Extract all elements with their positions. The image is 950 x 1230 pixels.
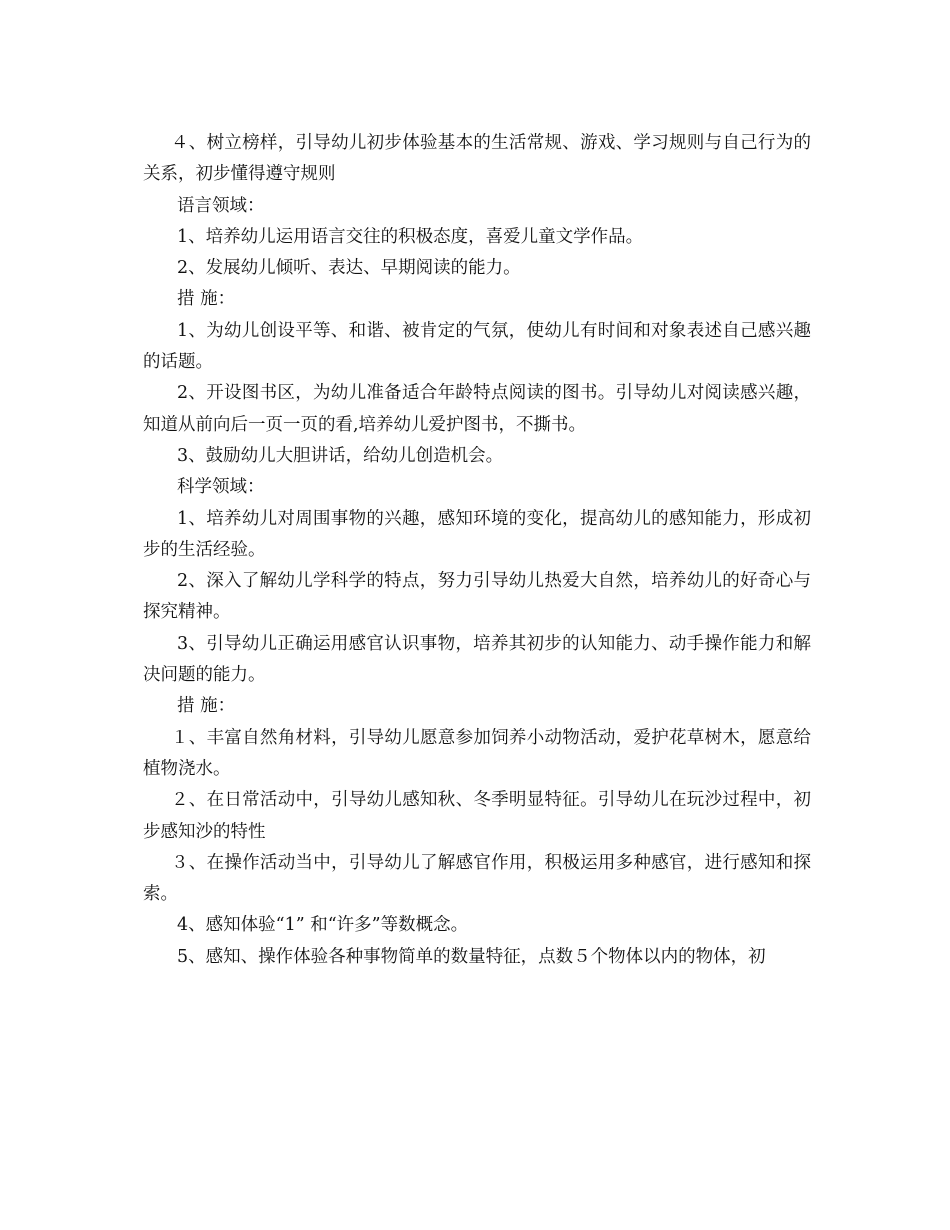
paragraph-science-measure-5: 5、感知、操作体验各种事物简单的数量特征，点数５个物体以内的物体，初 <box>177 946 766 967</box>
paragraph-science-measure-3: ３、在操作活动当中，引导幼儿了解感官作用，积极运用多种感官，进行感知和探索。 <box>143 852 811 905</box>
paragraph-language-measure-1: 1、为幼儿创设平等、和谐、被肯定的气氛，使幼儿有时间和对象表述自己感兴趣的话题。 <box>143 320 811 373</box>
document-body <box>143 128 811 973</box>
heading-measures: 措 施： <box>177 696 236 717</box>
paragraph-science-goal-2: 2、深入了解幼儿学科学的特点，努力引导幼儿热爱大自然，培养幼儿的好奇心与探究精神。 <box>143 571 811 623</box>
paragraph-language-goal-2: 2、发展幼儿倾听、表达、早期阅读的能力。 <box>177 258 521 279</box>
paragraph-language-goal-1: 1、培养幼儿运用语言交往的积极态度，喜爱儿童文学作品。 <box>177 226 644 247</box>
paragraph-science-measure-2: ２、在日常活动中，引导幼儿感知秋、冬季明显特征。引导幼儿在玩沙过程中，初步感知沙的特性 <box>143 790 811 842</box>
heading-science-domain: 科学领域： <box>177 477 265 498</box>
heading-language-domain: 语言领域： <box>177 195 265 216</box>
paragraph-science-measure-4: 4、感知体验“1” 和“许多”等数概念。 <box>177 915 469 936</box>
paragraph-science-goal-1: 1、培养幼儿对周围事物的兴趣，感知环境的变化，提高幼儿的感知能力，形成初步的生活经验。 <box>143 508 811 560</box>
paragraph-rule-4: ４、树立榜样，引导幼儿初步体验基本的生活常规、游戏、学习规则与自己行为的关系，初步懂得遵守规则 <box>143 133 811 185</box>
paragraph-language-measure-2: 2、开设图书区，为幼儿准备适合年龄特点阅读的图书。引导幼儿对阅读感兴趣，知道从前向后一页一页的看,培养幼儿爱护图书，不撕书。 <box>143 383 811 435</box>
heading-measures: 措 施： <box>177 289 236 310</box>
paragraph-science-goal-3: 3、引导幼儿正确运用感官认识事物，培养其初步的认知能力、动手操作能力和解决问题的能力。 <box>143 633 811 686</box>
paragraph-science-measure-1: １、丰富自然角材料，引导幼儿愿意参加饲养小动物活动，爱护花草树木，愿意给植物浇水。 <box>143 727 811 779</box>
paragraph-language-measure-3: 3、鼓励幼儿大胆讲话，给幼儿创造机会。 <box>177 445 504 466</box>
